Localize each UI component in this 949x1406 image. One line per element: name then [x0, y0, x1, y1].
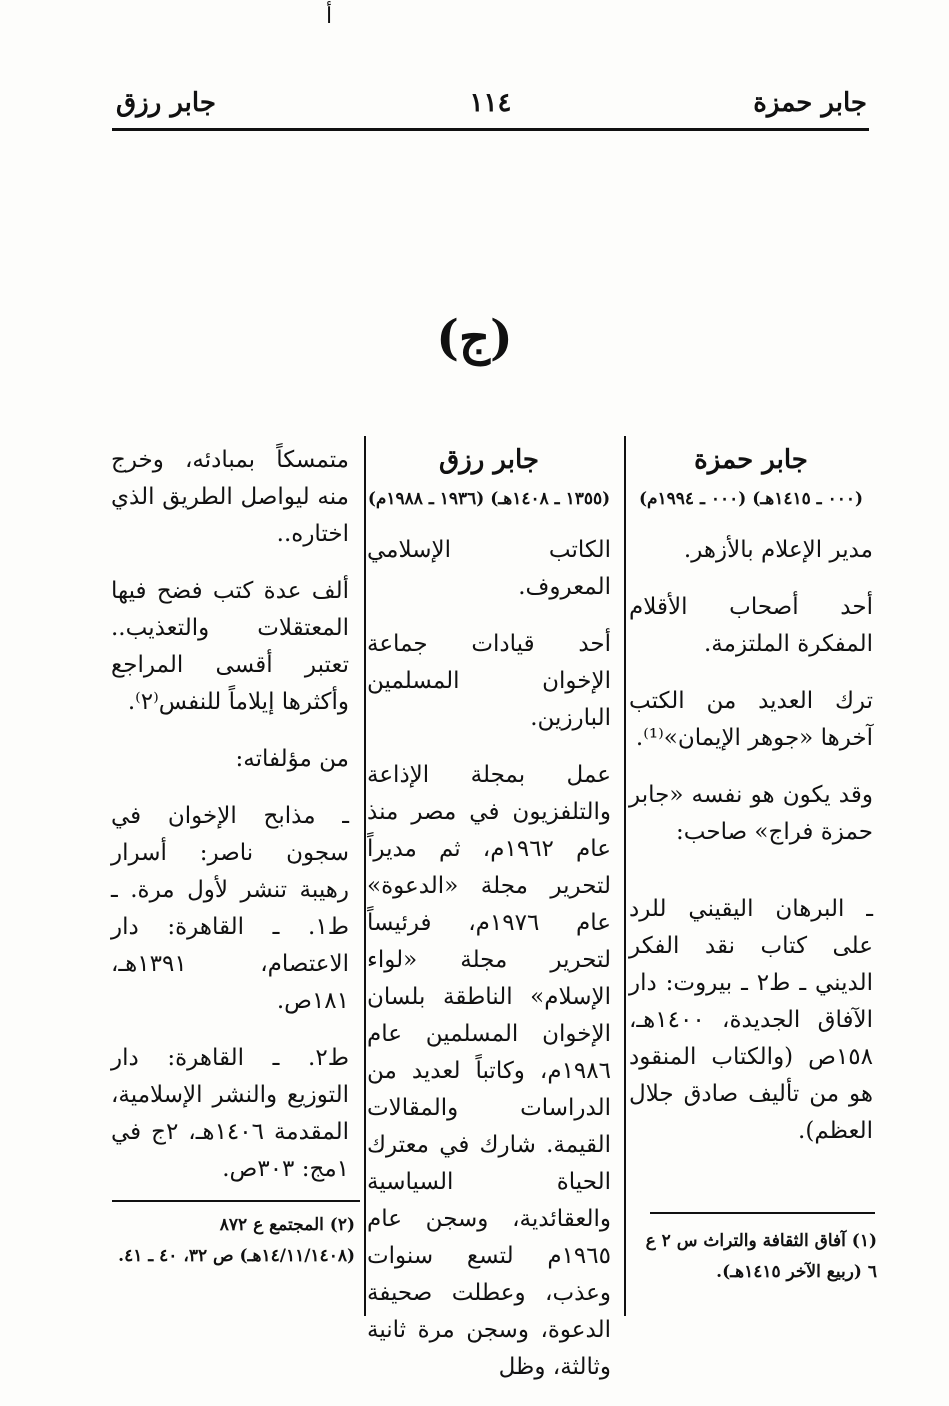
entry-paragraph: أحد أصحاب الأقلام المفكرة الملتزمة. [629, 594, 873, 657]
entry-title: جابر رزق [439, 445, 539, 475]
footnote-rule-left [112, 1200, 360, 1202]
entry-paragraph: مدير الإعلام بالأزهر. [683, 537, 873, 563]
entry-paragraph: عمل بمجلة الإذاعة والتلفزيون في مصر منذ عام ١٩٦٢م، ثم مديراً لتحرير مجلة «الدعوة» عام ١٩٧٦م، فرئيساً لتحرير مجلة «لواء الإسلام» الناطقة بلسان الإخوان المسلمين عام ١٩٨٦م، وكاتباً لعديد من الدراسات والمقالات القيمة. شارك في معترك الحياة السياسية والعقائدية، وسجن عام ١٩٦٥م لتسع سنوات وعذب، وعطلت صحيفة الدعوة، وسجن مرة ثانية وثالثة، وظل [367, 762, 611, 1380]
entry-jaber-rizq-continued [111, 442, 349, 1208]
footnote-1: (١) آفاق الثقافة والتراث س ٢ ع ٦ (ربيع الآخر ١٤١٥هـ). [645, 1231, 877, 1282]
column-rule-left [364, 436, 366, 1316]
entry-paragraph: ـ البرهان اليقيني للرد على كتاب نقد الفكر الديني ـ ط٢ ـ بيروت: دار الآفاق الجديدة، ١٤٠٠هـ، ١٥٨ص (والكتاب المنقود هو من تأليف صادق جلال العظم). [629, 896, 873, 1144]
header-left-title: جابر رزق [116, 88, 216, 118]
entry-jaber-rizq [367, 442, 611, 1406]
page-corner-mark: أ [326, 4, 333, 29]
entry-paragraph: متمسكاً بمبادئه، وخرج منه ليواصل الطريق الذي اختاره.. [111, 447, 349, 547]
entry-jaber-hamza [629, 442, 873, 1170]
entry-paragraph: ـ مذابح الإخوان في سجون ناصر: أسرار رهيبة تنشر لأول مرة. ـ ط١. ـ القاهرة: دار الاعتصام، ١٣٩١هـ، ١٨١ص. [111, 803, 349, 1014]
entry-paragraph: من مؤلفاته: [235, 746, 349, 772]
entry-paragraph: ترك العديد من الكتب آخرها «جوهر الإيمان»⁽¹⁾. [629, 688, 873, 751]
entry-paragraph: الكاتب الإسلامي المعروف. [367, 537, 611, 600]
entry-paragraph: وقد يكون هو نفسه «جابر حمزة فراج» صاحب: [629, 782, 873, 845]
header-right-title: جابر حمزة [753, 88, 867, 118]
entry-paragraph: ط٢. ـ القاهرة: دار التوزيع والنشر الإسلامية، المقدمة ١٤٠٦هـ، ٢ج في ١مج: ٣٠٣ص. [111, 1045, 349, 1182]
entry-paragraph: ألف عدة كتب فضح فيها المعتقلات والتعذيب.. تعتبر أقسى المراجع وأكثرها إيلاماً للنفس⁽٢⁾. [111, 578, 349, 715]
entry-dates: (١٣٥٥ ـ ١٤٠٨هـ) (١٩٣٦ ـ ١٩٨٨م) [367, 489, 611, 509]
entry-dates: (٠٠٠ ـ ١٤١٥هـ) (٠٠٠ ـ ١٩٩٤م) [638, 489, 864, 509]
entry-paragraph: أحد قيادات جماعة الإخوان المسلمين البارزين. [367, 631, 611, 731]
footnote-2: (٢) المجتمع ع ٨٧٢ (١٤/١١/١٤٠٨هـ) ص ٣٢، ٤٠ ـ ٤١. [118, 1215, 355, 1266]
section-letter: (ج) [436, 310, 513, 366]
footnote-rule-right [650, 1212, 875, 1214]
running-header [112, 86, 869, 131]
page-number: ١١٤ [469, 88, 512, 118]
column-rule-right [624, 436, 626, 1316]
entry-title: جابر حمزة [694, 445, 808, 475]
